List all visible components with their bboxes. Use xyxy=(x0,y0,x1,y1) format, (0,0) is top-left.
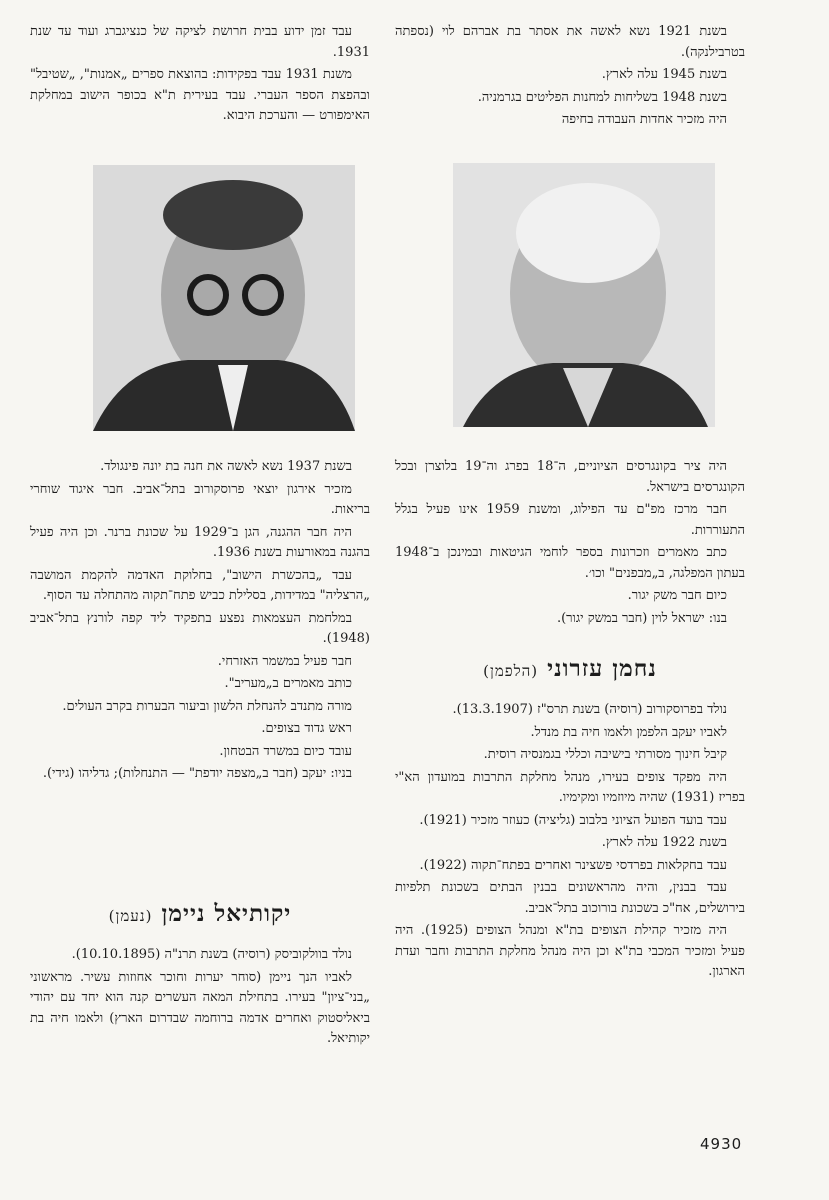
heading-alt-name: (הלפמן) xyxy=(483,662,539,680)
paragraph: היה מזכיר קהילת הצופים בת"א ומנהל הצופים (1925). היה פעיל ומזכיר המכבי בת"א וכן היה מנהל מחלקת התרבות וחבר ועדת הארגון. xyxy=(395,923,745,979)
paragraph: עובד כיום במשרד הבטחון. xyxy=(219,743,352,759)
paragraph: ראש גדוד בצופים. xyxy=(261,721,352,736)
portrait-photo-left xyxy=(93,165,355,431)
paragraph: משנת 1931 עבד בפקידות: בהוצאת ספרים „אמנות", „שטיבל" ובהפצת הספר העברי. עבד בעירית ת"א בכופר הישוב במחלקת האימפורט — והערכת היבוא. xyxy=(30,67,370,123)
paragraph: עבד בועד הפועל הציוני בלבוב (גליציה) כעוזר מזכיר (1921). xyxy=(419,812,727,828)
heading-nachman-azroni xyxy=(395,655,745,682)
paragraph: כותב מאמרים ב„מעריב". xyxy=(224,676,352,691)
top-right-text xyxy=(395,22,745,133)
paragraph: חבר מרכז מפ"ם עד הפילוג, ומשנת 1959 אינו פעיל בגלל התעוררות. xyxy=(395,502,745,538)
paragraph: בניו: יעקב (חבר ב„מצפה יודפת" — התנחלות); גדליהו (גידי). xyxy=(42,766,352,781)
portrait-photo-right xyxy=(453,163,715,427)
bio-yekutiel-neiman xyxy=(30,945,370,1052)
paragraph: היה חבר ההגנה, הגן ב־1929 על שכונת ברנר. וכן היה פעיל בהגנה במאורעות בשנת 1936. xyxy=(30,524,370,560)
paragraph: בשנת 1948 בשליחות למחנות הפליטים בגרמניה. xyxy=(477,89,727,105)
heading-name: יקותיאל ניימן xyxy=(161,900,292,927)
paragraph: במלחמת העצמאות נפצע בתפקיד ליד קפה לורנץ בתל־אביב (1948). xyxy=(30,610,370,646)
paragraph: כיום חבר משק יגור. xyxy=(627,588,727,603)
paragraph: חבר פעיל במשמר האזרחי. xyxy=(217,653,352,669)
mid-right-text xyxy=(395,457,745,631)
paragraph: בשנת 1921 נשא לאשה את אסתר בת אברהם לוי (נספתה בטרבילנקה). xyxy=(395,24,745,60)
paragraph: נולד בוולקוביסק (רוסיה) בשנת תרנ"ה (10.10.1895). xyxy=(71,947,352,962)
paragraph: עבד „בהכשרת הישוב", בחלוקת האדמה להקמת המושבה „הרצליה" במדידות, בסלילת כביש פתח־תקוה מהתחלה עד הסוף. xyxy=(30,567,370,603)
paragraph: מזכיר אירגון יוצאי פרוסקורוב בתל־אביב. חבר איגוד שוחרי בריאות. xyxy=(30,481,370,517)
paragraph: כתב מאמרים וזכרונות בספר לוחמי הגיטאות ובמינכן ב־1948 בעתון המפלגה, ב„מבפנים" וכו׳. xyxy=(395,545,745,581)
paragraph: עבד בחקלאות בפרדסי פשצינר ואחרים בפתח־תקוה (1922). xyxy=(419,857,727,873)
paragraph: מורה מתנדב להנחלת הלשון וביעור הבערות בקרב העולים. xyxy=(62,698,352,714)
paragraph: בשנת 1945 עלה לארץ. xyxy=(601,67,727,82)
heading-name: נחמן עזרוני xyxy=(547,655,657,682)
paragraph: עבד בבנין, והיה מהראשונים בבנין הבתים בשכונת תלפיות בירושלים, אח"כ בשכונת בורוכוב בתל־אביב. xyxy=(395,880,745,916)
paragraph: היה מפקד צופים בעירו, מנהל מחלקת התרבות במועדון הא"י בפריז (1931) שהיה מיוזמיו ומקימיו. xyxy=(395,769,745,805)
mid-left-text xyxy=(30,457,370,787)
paragraph: עבד זמן ידוע בבית חרושת לציקה של כנציגברג ועוד עד שנת 1931. xyxy=(30,24,370,60)
paragraph: נולד בפרוסקורוב (רוסיה) בשנת תרס"ז (13.3.1907). xyxy=(452,702,727,717)
paragraph: היה ציר בקונגרסים הציוניים, ה־18 בפרג וה־19 בלוצרן ובכל הקונגרסים בישראל. xyxy=(395,459,745,495)
page-number: 4930 xyxy=(700,1135,743,1153)
paragraph: לאביו הנך ניימן (סוחר יערות וחוכר אחוזות עשיר. מראשוני „בני־ציון" בעירו. בתחילת המאה העשרים קנה הוא יחד עם יהודי ביאליסטוק ואחרים אדמה ברוחמה שבדרום הארץ) ולאמו חיה בת יקותיאל. xyxy=(30,969,370,1046)
top-left-text xyxy=(30,22,370,129)
paragraph: קיבל חינוך מסורתי בישיבה וכללי בגמנסיה רוסית. xyxy=(483,747,727,762)
paragraph: בשנת 1937 נשא לאשה את חנה בת יונה פינגולד. xyxy=(100,459,352,474)
bio-nachman-azroni xyxy=(395,700,745,985)
paragraph: היה מזכיר אחדות העבודה בחיפה xyxy=(561,112,727,127)
paragraph: בשנת 1922 עלה לארץ. xyxy=(601,835,727,850)
heading-yekutiel-neiman xyxy=(30,900,370,927)
heading-alt-name: (נעמן) xyxy=(108,907,153,925)
paragraph: לאביו יעקב הלפמן ולאמו חיה בת מנדל. xyxy=(530,724,727,740)
paragraph: בנו: ישראל לוין (חבר במשק יגור). xyxy=(556,610,727,626)
